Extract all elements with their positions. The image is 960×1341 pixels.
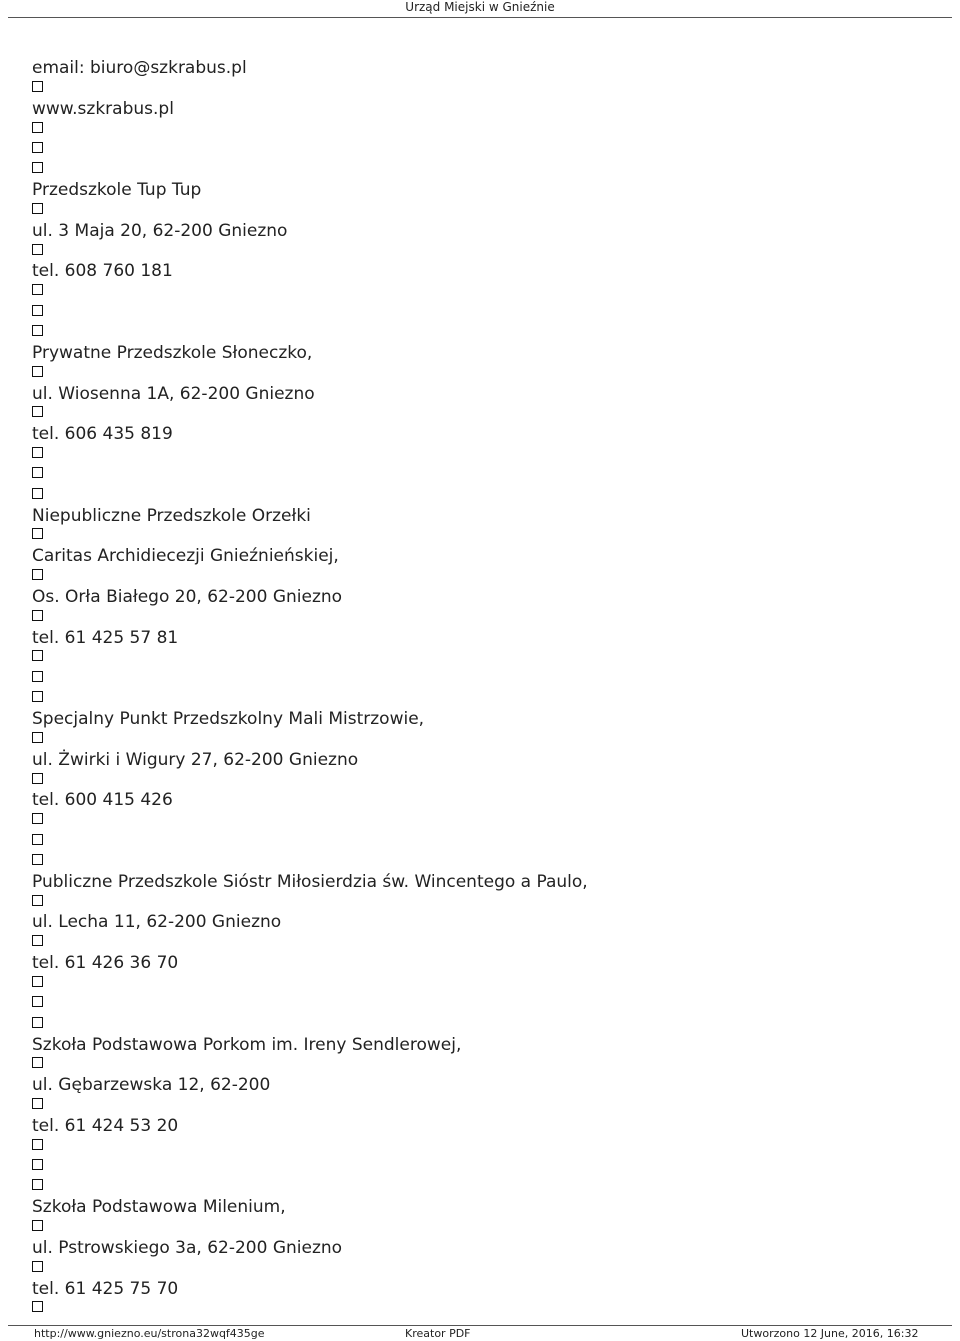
box-glyph-icon <box>32 488 43 499</box>
footer-url[interactable]: http://www.gniezno.eu/strona32wqf435ge <box>34 1327 265 1340</box>
box-line <box>32 1157 932 1177</box>
text-line: Os. Orła Białego 20, 62-200 Gniezno <box>32 586 343 607</box>
box-line <box>32 831 932 851</box>
box-glyph-icon <box>32 935 43 946</box>
box-glyph-icon <box>32 528 43 539</box>
text-line: tel. 61 426 36 70 <box>32 953 179 974</box>
box-line <box>32 445 932 465</box>
box-glyph-icon <box>32 467 43 478</box>
page-footer <box>0 1327 960 1341</box>
box-glyph-icon <box>32 854 43 865</box>
box-line <box>32 811 932 831</box>
box-line <box>32 607 932 627</box>
box-line <box>32 160 932 180</box>
text-line: ul. Gębarzewska 12, 62-200 <box>32 1075 271 1096</box>
box-line <box>32 933 932 953</box>
box-line <box>32 1136 932 1156</box>
box-glyph-icon <box>32 447 43 458</box>
box-line <box>32 139 932 159</box>
box-glyph-icon <box>32 1179 43 1190</box>
box-glyph-icon <box>32 996 43 1007</box>
text-line: ul. Wiosenna 1A, 62-200 Gniezno <box>32 383 315 404</box>
box-glyph-icon <box>32 895 43 906</box>
box-glyph-icon <box>32 691 43 702</box>
box-line <box>32 994 932 1014</box>
box-glyph-icon <box>32 1139 43 1150</box>
text-line: ul. Pstrowskiego 3a, 62-200 Gniezno <box>32 1237 343 1258</box>
box-line <box>32 1014 932 1034</box>
text-line: Prywatne Przedszkole Słoneczko, <box>32 342 313 363</box>
text-line: tel. 608 760 181 <box>32 261 173 282</box>
box-line <box>32 1258 932 1278</box>
footer-generator: Kreator PDF <box>405 1327 471 1340</box>
box-line <box>32 729 932 749</box>
box-glyph-icon <box>32 244 43 255</box>
box-line <box>32 302 932 322</box>
box-line <box>32 770 932 790</box>
box-glyph-icon <box>32 122 43 133</box>
box-glyph-icon <box>32 305 43 316</box>
text-line: tel. 61 424 53 20 <box>32 1115 179 1136</box>
box-line <box>32 200 932 220</box>
box-glyph-icon <box>32 406 43 417</box>
box-glyph-icon <box>32 976 43 987</box>
box-glyph-icon <box>32 325 43 336</box>
text-line: Specjalny Punkt Przedszkolny Mali Mistrzowie, <box>32 709 425 729</box>
footer-divider <box>8 1325 952 1326</box>
box-glyph-icon <box>32 1017 43 1028</box>
box-glyph-icon <box>32 671 43 682</box>
box-glyph-icon <box>32 1098 43 1109</box>
box-line <box>32 363 932 383</box>
box-line <box>32 1177 932 1197</box>
text-line: ul. Żwirki i Wigury 27, 62-200 Gniezno <box>32 749 359 770</box>
box-line <box>32 892 932 912</box>
box-glyph-icon <box>32 834 43 845</box>
text-line: tel. 61 425 75 70 <box>32 1278 179 1299</box>
text-line: Szkoła Podstawowa Porkom im. Ireny Sendlerowej, <box>32 1034 462 1055</box>
text-line: Publiczne Przedszkole Sióstr Miłosierdzia św. Wincentego a Paulo, <box>32 871 588 892</box>
box-line <box>32 282 932 302</box>
box-glyph-icon <box>32 366 43 377</box>
box-glyph-icon <box>32 569 43 580</box>
text-line: ul. Lecha 11, 62-200 Gniezno <box>32 912 282 933</box>
box-line <box>32 78 932 98</box>
box-line <box>32 1299 932 1319</box>
box-glyph-icon <box>32 1159 43 1170</box>
text-line: Caritas Archidiecezji Gnieźnieńskiej, <box>32 546 339 567</box>
page-header <box>0 0 960 16</box>
box-glyph-icon <box>32 732 43 743</box>
box-glyph-icon <box>32 162 43 173</box>
box-line <box>32 404 932 424</box>
text-line: tel. 600 415 426 <box>32 790 173 811</box>
box-line <box>32 973 932 993</box>
box-line <box>32 851 932 871</box>
box-glyph-icon <box>32 813 43 824</box>
box-glyph-icon <box>32 773 43 784</box>
text-line: Przedszkole Tup Tup <box>32 180 202 201</box>
box-glyph-icon <box>32 1220 43 1231</box>
box-line <box>32 526 932 546</box>
text-line: Niepubliczne Przedszkole Orzełki <box>32 505 311 526</box>
box-line <box>32 241 932 261</box>
box-line <box>32 1218 932 1238</box>
box-line <box>32 689 932 709</box>
header-title: Urząd Miejski w Gnieźnie <box>405 0 555 14</box>
box-line <box>32 1055 932 1075</box>
header-divider <box>8 17 952 18</box>
footer-created-date: Utworzono 12 June, 2016, 16:32 <box>741 1327 919 1340</box>
text-line: Szkoła Podstawowa Milenium, <box>32 1197 286 1218</box>
text-line: tel. 61 425 57 81 <box>32 627 179 648</box>
text-line: www.szkrabus.pl <box>32 98 174 119</box>
document-body <box>32 58 932 1319</box>
box-glyph-icon <box>32 284 43 295</box>
text-line: email: biuro@szkrabus.pl <box>32 58 247 78</box>
box-line <box>32 322 932 342</box>
text-line: tel. 606 435 819 <box>32 424 173 445</box>
box-line <box>32 1096 932 1116</box>
box-line <box>32 567 932 587</box>
box-glyph-icon <box>32 1301 43 1312</box>
box-line <box>32 119 932 139</box>
box-line <box>32 648 932 668</box>
box-glyph-icon <box>32 650 43 661</box>
box-glyph-icon <box>32 142 43 153</box>
text-line: ul. 3 Maja 20, 62-200 Gniezno <box>32 220 288 241</box>
box-line <box>32 485 932 505</box>
box-glyph-icon <box>32 81 43 92</box>
box-glyph-icon <box>32 1261 43 1272</box>
box-glyph-icon <box>32 610 43 621</box>
box-glyph-icon <box>32 203 43 214</box>
box-line <box>32 465 932 485</box>
box-line <box>32 668 932 688</box>
box-glyph-icon <box>32 1057 43 1068</box>
